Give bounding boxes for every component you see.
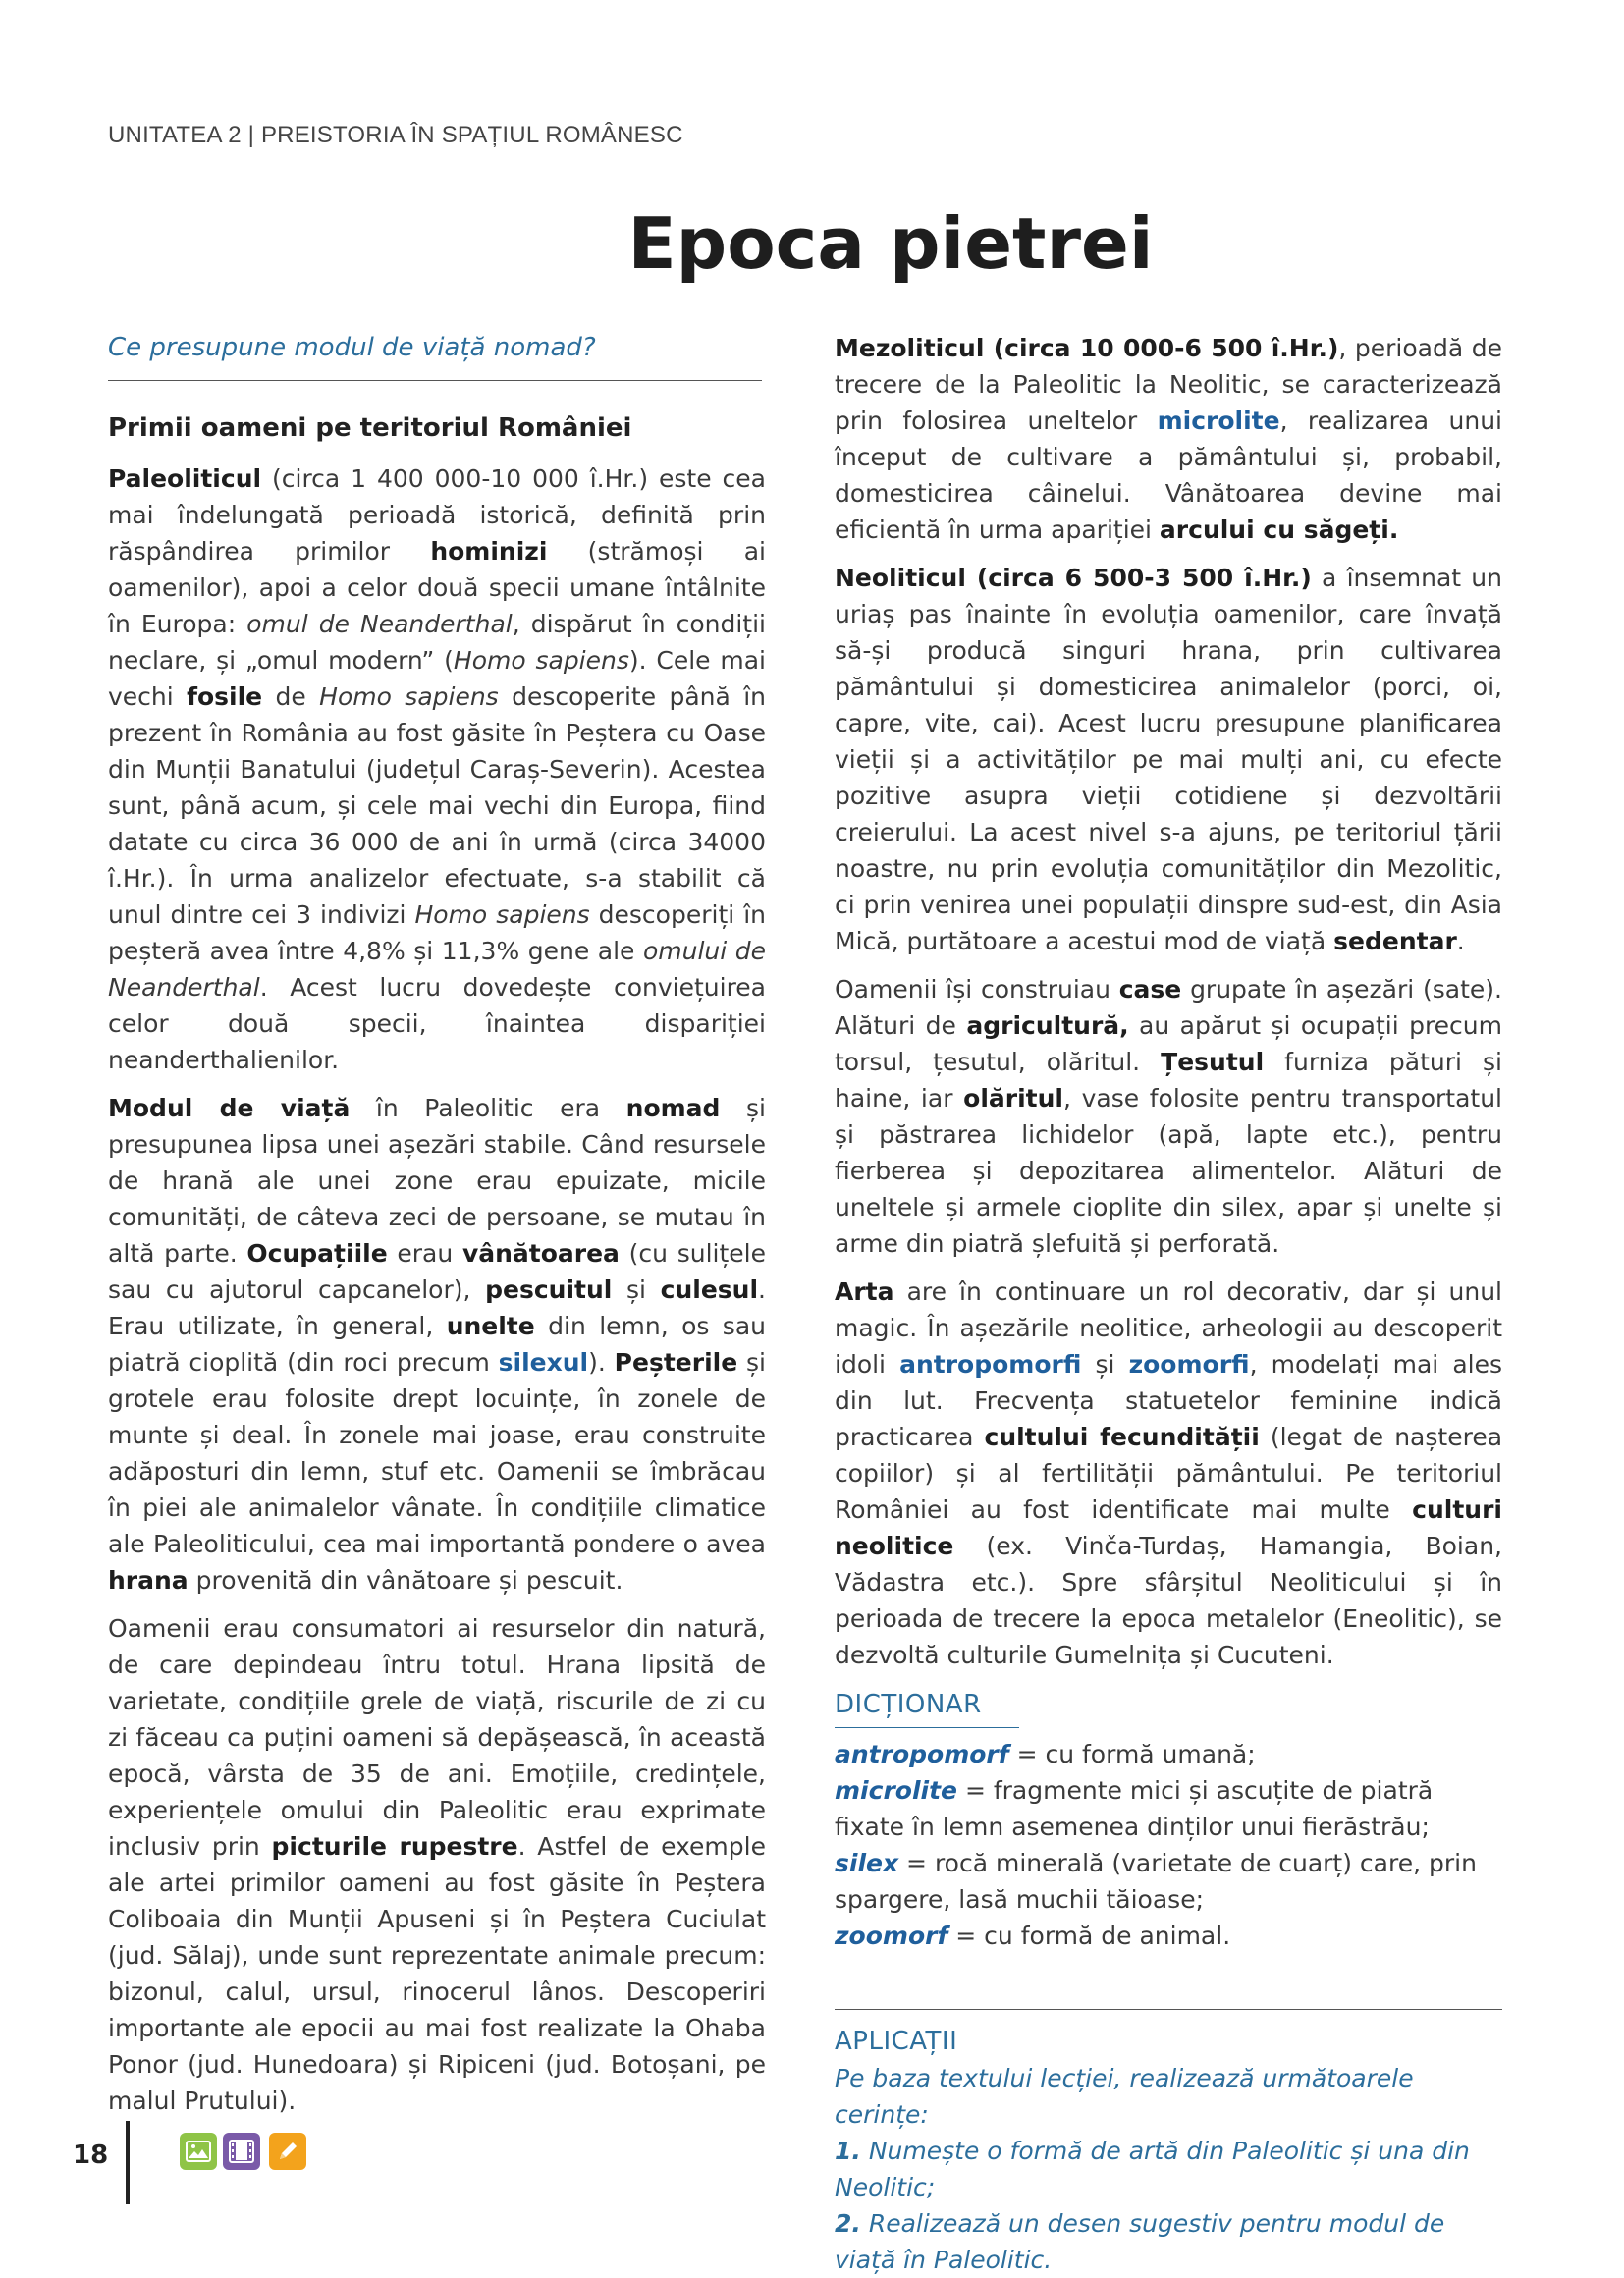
text-run: pescuitul — [485, 1275, 613, 1304]
text-run: antropomorfi — [899, 1350, 1082, 1379]
application-number: 2. — [835, 2209, 861, 2238]
text-run: furniza pături și haine, iar — [835, 1048, 1502, 1112]
text-run: au apărut și ocupații precum torsul, țesutul, olăritul. — [835, 1011, 1502, 1076]
text-run: provenită din vânătoare și pescuit. — [188, 1566, 623, 1595]
dictionary-box — [835, 1685, 1502, 1954]
page-number: 18 — [73, 2141, 109, 2170]
text-run: . Acest lucru dovedește conviețuirea celor două specii, înaintea dispariției neanderthalienilor. — [108, 973, 766, 1074]
text-run: Modul de viață — [108, 1094, 351, 1122]
text-run: , perioadă de trecere de la Paleolitic la Neolitic, se caracterizează prin folosirea uneltelor — [835, 334, 1502, 435]
text-run: Peșterile — [614, 1348, 738, 1377]
application-item — [835, 2205, 1502, 2278]
text-run: culturi neolitice — [835, 1495, 1502, 1560]
left-column — [108, 330, 766, 2131]
text-run: Homo sapiens — [414, 900, 590, 929]
text-run: cultului fecundității — [984, 1423, 1260, 1451]
text-run: și presupunea lipsa unei așezări stabile. Când resursele de hrană ale unei zone erau epuizate, micile comunități, de câteva zeci de persoane, se mutau în altă parte. — [108, 1094, 766, 1268]
text-run: și grotele erau folosite drept locuințe, în zonele de munte și deal. În zonele mai joase, erau construite adăposturi din lemn, stuf etc. Oamenii se îmbrăcau în piei ale animalelor vânate. În condițiile climatice ale Paleoliticului, cea mai importantă pondere o avea — [108, 1348, 766, 1558]
text-run: Mezoliticul (circa 10 000-6 500 î.Hr.) — [835, 334, 1339, 362]
text-run: a însemnat un uriaș pas înainte în evoluția oamenilor, care învață să-și producă singuri hrana, prin cultivarea pământului și domesticirea animalelor (porci, oi, capre, vite, cai). Acest lucru presupune planificarea vieții și a activităților pe mai mulți ani, cu efecte pozitive asupra vieții cotidiene și dezvoltării creierului. La acest nivel s-a ajuns, pe teritoriul țării noastre, nu prin evoluția comunităților din Mezolitic, ci prin venirea unei populații dinspre sud-est, din Asia Mică, purtătoare a acestui mod de viață — [835, 564, 1502, 955]
page-title: Epoca pietrei — [627, 202, 1154, 285]
text-run: fosile — [187, 682, 263, 711]
paragraph-lifestyle — [108, 1090, 766, 1599]
application-item — [835, 2133, 1502, 2205]
text-run: (ex. Vinča-Turdaș, Hamangia, Boian, Vădastra etc.). Spre sfârșitul Neoliticului și în perioada de trecere la epoca metalelor (Eneolitic), se dezvoltă culturile Gumelnița și Cucuteni. — [835, 1532, 1502, 1669]
text-run: picturile rupestre — [271, 1832, 518, 1861]
text-run: sedentar — [1333, 927, 1457, 955]
dictionary-entry — [835, 1772, 1502, 1845]
dictionary-entry — [835, 1918, 1502, 1954]
dictionary-definition: = rocă minerală (varietate de cuarț) care, prin spargere, lasă muchii tăioase; — [835, 1849, 1477, 1914]
text-run: ). Cele mai vechi — [108, 646, 766, 711]
text-run: zoomorfi — [1128, 1350, 1250, 1379]
text-run: . — [1456, 927, 1465, 955]
text-run: , realizarea unui început de cultivare a pământului și, probabil, domesticirea câinelui. Vânătoarea devine mai eficientă în urma apariției — [835, 407, 1502, 544]
text-run: . Erau utilizate, în general, — [108, 1275, 766, 1340]
text-run: , vase folosite pentru transportatul și păstrarea lichidelor (apă, lapte etc.), pentru fierberea și depozitarea alimentelor. Alături de uneltele și armele cioplite din silex, apar și unelte și arme din piatră șlefuită și perforată. — [835, 1084, 1502, 1258]
text-run: în Paleolitic era — [350, 1094, 626, 1122]
text-run: (circa 1 400 000-10 000 î.Hr.) este cea mai îndelungată perioadă istorică, definită prin răspândirea primilor — [108, 464, 766, 566]
dictionary-term: antropomorf — [835, 1740, 1009, 1768]
guiding-question: Ce presupune modul de viață nomad? — [108, 333, 596, 362]
applications-box — [835, 2009, 1502, 2278]
text-run: Paleoliticul — [108, 464, 262, 493]
dictionary-term: silex — [835, 1849, 899, 1877]
applications-intro: Pe baza textului lecției, realizează următoarele cerințe: — [835, 2064, 1414, 2129]
image-icon[interactable] — [180, 2133, 217, 2170]
dictionary-title: DICȚIONAR — [835, 1687, 1019, 1728]
text-run: (legat de nașterea copiilor) și al fertilității pământului. Pe teritoriul României au fost identificate mai multe — [835, 1423, 1503, 1524]
pencil-icon[interactable] — [269, 2133, 306, 2170]
text-run: olăritul — [963, 1084, 1063, 1112]
dictionary-definition: = fragmente mici și ascuțite de piatră fixate în lemn asemenea dinților unui fierăstrău; — [835, 1776, 1434, 1841]
text-run: unelte — [446, 1312, 535, 1340]
text-run: are în continuare un rol decorativ, dar și unul magic. În așezările neolitice, arheologii au descoperit idoli — [835, 1277, 1502, 1379]
text-run: microlite — [1157, 407, 1280, 435]
text-run: hrana — [108, 1566, 189, 1595]
text-run: din lemn, os sau piatră cioplită (din roci precum — [108, 1312, 766, 1377]
text-run: Oamenii își construiau — [835, 975, 1119, 1003]
text-run: Homo sapiens — [453, 646, 629, 675]
text-run: vânătoarea — [461, 1239, 620, 1268]
text-run: erau — [387, 1239, 462, 1268]
text-run: arcului cu săgeți. — [1159, 515, 1399, 544]
paragraph-resources — [108, 1610, 766, 2119]
right-column — [835, 330, 1502, 2278]
text-run: omului de Neanderthal — [108, 937, 766, 1002]
paragraph-art — [835, 1274, 1502, 1673]
question-divider — [108, 380, 762, 381]
text-run: Homo sapiens — [319, 682, 499, 711]
applications-title: APLICAȚII — [835, 2027, 958, 2056]
text-run: grupate în așezări (sate). Alături de — [835, 975, 1502, 1040]
text-run: , dispărut în condiții neclare, și „omul modern” ( — [108, 610, 766, 675]
dictionary-definition: = cu formă de animal. — [947, 1922, 1231, 1950]
dictionary-definition: = cu formă umană; — [1008, 1740, 1256, 1768]
text-run: culesul — [660, 1275, 759, 1304]
text-run: , modelați mai ales din lut. Frecvența statuetelor feminine indică practicarea — [835, 1350, 1502, 1451]
text-run: Țesutul — [1161, 1048, 1265, 1076]
text-run: hominizi — [430, 537, 548, 566]
dictionary-term: zoomorf — [835, 1922, 948, 1950]
paragraph-neolithic — [835, 560, 1502, 959]
text-run: silexul — [498, 1348, 589, 1377]
text-run: case — [1118, 975, 1182, 1003]
text-run: descoperite până în prezent în România au fost găsite în Peștera cu Oase din Munții Banatului (județul Caraș-Severin). Acestea sunt, până acum, și cele mai vechi din Europa, fiind datate cu circa 36 000 de ani în urmă (circa 34000 î.Hr.). În urma analizelor efectuate, s-a stabilit că unul dintre cei 3 indivizi — [108, 682, 766, 929]
dictionary-entry — [835, 1845, 1502, 1918]
application-number: 1. — [835, 2137, 861, 2165]
dictionary-entry — [835, 1736, 1502, 1772]
text-run: . Astfel de exemple ale artei primilor oameni au fost găsite în Peștera Coliboaia din Munții Apuseni și în Peștera Cuciulat (jud. Sălaj), unde sunt reprezentate animale precum: bizonul, calul, ursul, rinocerul lânos. Descoperiri importante ale epocii au mai fost realizate la Ohaba Ponor (jud. Hunedoara) și Ripiceni (jud. Botoșani, pe malul Prutului). — [108, 1832, 766, 2115]
text-run: descoperiți în peșteră avea între 4,8% și 11,3% gene ale — [108, 900, 766, 965]
text-run: (cu sulițele sau cu ajutorul capcanelor), — [108, 1239, 766, 1304]
dictionary-term: microlite — [835, 1776, 957, 1805]
section-heading: Primii oameni pe teritoriul României — [108, 413, 632, 443]
paragraph-houses — [835, 971, 1502, 1262]
paragraph-mesolithic — [835, 330, 1502, 548]
text-run: nomad — [625, 1094, 721, 1122]
film-icon[interactable] — [223, 2133, 260, 2170]
text-run: Ocupațiile — [246, 1239, 388, 1268]
text-run: Arta — [835, 1277, 894, 1306]
text-run: ). — [588, 1348, 615, 1377]
text-run: omul de Neanderthal — [246, 610, 513, 638]
text-run: Oamenii erau consumatori ai resurselor din natură, de care depindeau întru totul. Hrana lipsită de varietate, condițiile grele de viață, riscurile de zi cu zi făceau ca puțini oameni să depășească, în această epocă, vârsta de 35 de ani. Emoțiile, credințele, experiențele omului din Paleolitic erau exprimate inclusiv prin — [108, 1614, 766, 1861]
text-run: (strămoși ai oamenilor), apoi a celor două specii umane întâlnite în Europa: — [108, 537, 766, 638]
text-run: Neoliticul (circa 6 500-3 500 î.Hr.) — [835, 564, 1312, 592]
text-run: agricultură, — [966, 1011, 1129, 1040]
applications-list — [835, 2133, 1502, 2278]
text-run: și — [612, 1275, 661, 1304]
paragraph-paleolithic — [108, 461, 766, 1078]
footer-divider — [126, 2121, 130, 2204]
application-text: Realizează un desen sugestiv pentru modul de viață în Paleolitic. — [835, 2209, 1445, 2274]
text-run: de — [262, 682, 320, 711]
text-run: și — [1081, 1350, 1129, 1379]
unit-header: UNITATEA 2 | PREISTORIA ÎN SPAȚIUL ROMÂNESC — [108, 122, 683, 148]
dictionary-entries — [835, 1736, 1502, 1954]
application-text: Numește o formă de artă din Paleolitic și una din Neolitic; — [835, 2137, 1470, 2201]
